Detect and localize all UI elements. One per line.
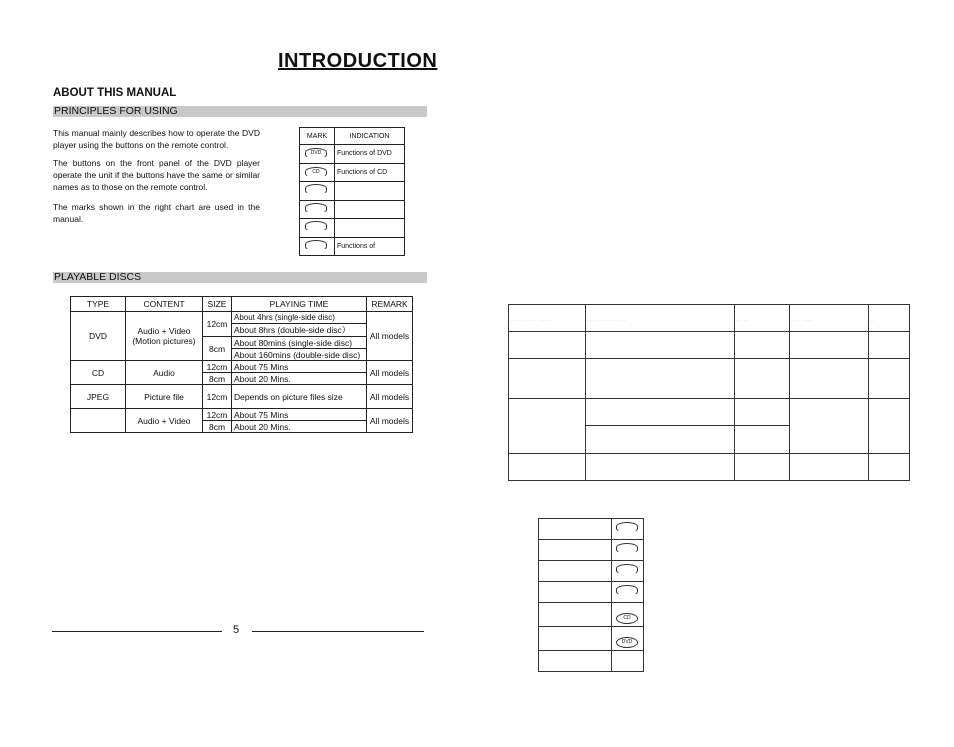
faded-cell <box>869 305 910 332</box>
faded-cell <box>735 426 790 454</box>
footer-line-right <box>252 631 424 632</box>
principles-heading: PRINCIPLES FOR USING <box>53 106 427 117</box>
dvd-size-8: 8cm <box>203 337 232 361</box>
indication-cell <box>335 182 405 201</box>
jpeg-size: 12cm <box>203 385 232 409</box>
other-content: Audio + Video <box>126 409 203 433</box>
mark-icon <box>616 522 638 533</box>
header-playing-time: PLAYING TIME <box>232 297 367 312</box>
table-row <box>300 237 405 256</box>
faded-cell <box>509 399 586 454</box>
blank-mark-icon <box>305 184 327 195</box>
about-heading: ABOUT THIS MANUAL <box>53 87 177 99</box>
small-marks-table <box>538 518 644 672</box>
faded-cell <box>869 359 910 399</box>
faded-cell <box>790 332 869 359</box>
faded-text-decoration: ···· ···· <box>791 318 814 324</box>
dvd-mark-icon: DVD <box>305 148 327 159</box>
page-number: 5 <box>233 624 240 636</box>
table-row <box>300 145 405 164</box>
table-row <box>300 200 405 219</box>
paragraph-3: The marks shown in the right chart are used in the manual. <box>53 202 260 224</box>
paragraph-1: This manual mainly describes how to operate the DVD player using the buttons on the remote control. <box>53 128 260 150</box>
header-size: SIZE <box>203 297 232 312</box>
cd-remark: All models <box>367 361 413 385</box>
cd-type: CD <box>71 361 126 385</box>
table-row <box>539 603 644 627</box>
indication-cell: Functions of CD <box>335 163 405 182</box>
table-row <box>539 519 644 540</box>
dvd-type: DVD <box>71 312 126 361</box>
other-size-12: 12cm <box>203 409 232 421</box>
mark-icon <box>616 585 638 596</box>
cd-mark-icon: CD <box>616 613 638 624</box>
faded-cell <box>586 359 735 399</box>
faded-cell <box>509 332 586 359</box>
blank-mark-icon <box>305 240 327 251</box>
dvd-mark-icon: DVD <box>616 637 638 648</box>
table-row <box>539 561 644 582</box>
other-remark: All models <box>367 409 413 433</box>
indication-cell <box>335 200 405 219</box>
table-row <box>300 219 405 238</box>
jpeg-remark: All models <box>367 385 413 409</box>
table-row <box>539 540 644 561</box>
table-row <box>539 582 644 603</box>
table-row <box>539 651 644 672</box>
faded-cell <box>869 454 910 481</box>
header-type: TYPE <box>71 297 126 312</box>
mark-icon <box>616 564 638 575</box>
faded-text-decoration: ·· ··· ····· ··· <box>587 318 626 324</box>
faded-cell <box>735 305 790 332</box>
blank-mark-icon <box>305 203 327 214</box>
cd-content: Audio <box>126 361 203 385</box>
other-time-2: About 20 Mins. <box>232 421 367 433</box>
other-type <box>71 409 126 433</box>
dvd-content: Audio + Video (Motion pictures) <box>126 312 203 361</box>
faded-cell <box>586 305 735 332</box>
cd-time-2: About 20 Mins. <box>232 373 367 385</box>
header-content: CONTENT <box>126 297 203 312</box>
table-row <box>300 182 405 201</box>
faded-cell <box>586 332 735 359</box>
faded-cell <box>735 399 790 426</box>
faded-cell <box>586 426 735 454</box>
indication-cell: Functions of <box>335 237 405 256</box>
cd-mark-icon: CD <box>305 167 327 178</box>
faded-cell <box>790 454 869 481</box>
faded-text-decoration: ·· ·· <box>736 318 749 324</box>
jpeg-content: Picture file <box>126 385 203 409</box>
dvd-time-4: About 160mins (double-side disc) <box>232 349 367 361</box>
indication-cell <box>335 219 405 238</box>
jpeg-type: JPEG <box>71 385 126 409</box>
faded-cell <box>869 399 910 454</box>
footer-line-left <box>52 631 222 632</box>
faded-cell <box>735 454 790 481</box>
marks-header-indication: INDICATION <box>335 128 405 145</box>
table-row <box>300 163 405 182</box>
jpeg-time: Depends on picture files size <box>232 385 367 409</box>
blank-mark-icon <box>305 221 327 232</box>
faded-table <box>508 304 910 481</box>
header-remark: REMARK <box>367 297 413 312</box>
dvd-time-2: About 8hrs (double-side disc） <box>232 324 367 337</box>
faded-cell <box>790 399 869 454</box>
cd-time-1: About 75 Mins <box>232 361 367 373</box>
faded-cell <box>790 359 869 399</box>
faded-cell <box>869 332 910 359</box>
paragraph-2: The buttons on the front panel of the DVD player operate the unit if the buttons have the same or similar names as to those on the remote control. <box>53 158 260 192</box>
faded-cell <box>735 359 790 399</box>
faded-cell <box>509 454 586 481</box>
marks-table <box>299 127 405 256</box>
faded-text-decoration: ·· <box>870 318 875 324</box>
indication-cell: Functions of DVD <box>335 145 405 164</box>
playable-heading: PLAYABLE DISCS <box>53 272 427 283</box>
faded-cell <box>735 332 790 359</box>
faded-cell <box>586 399 735 426</box>
faded-text-decoration: ···· ··· ·· ····· <box>510 318 552 324</box>
faded-cell <box>509 359 586 399</box>
faded-cell <box>509 305 586 332</box>
cd-size-12: 12cm <box>203 361 232 373</box>
faded-cell <box>586 454 735 481</box>
other-size-8: 8cm <box>203 421 232 433</box>
cd-size-8: 8cm <box>203 373 232 385</box>
other-time-1: About 75 Mins <box>232 409 367 421</box>
dvd-time-3: About 80mins (single-side disc) <box>232 337 367 349</box>
table-row <box>539 627 644 651</box>
page-title: INTRODUCTION <box>278 50 438 72</box>
dvd-size-12: 12cm <box>203 312 232 337</box>
dvd-remark: All models <box>367 312 413 361</box>
dvd-time-1: About 4hrs (single-side disc) <box>232 312 367 324</box>
marks-header-mark: MARK <box>300 128 335 145</box>
mark-icon <box>616 543 638 554</box>
discs-table <box>70 296 413 433</box>
faded-cell <box>790 305 869 332</box>
